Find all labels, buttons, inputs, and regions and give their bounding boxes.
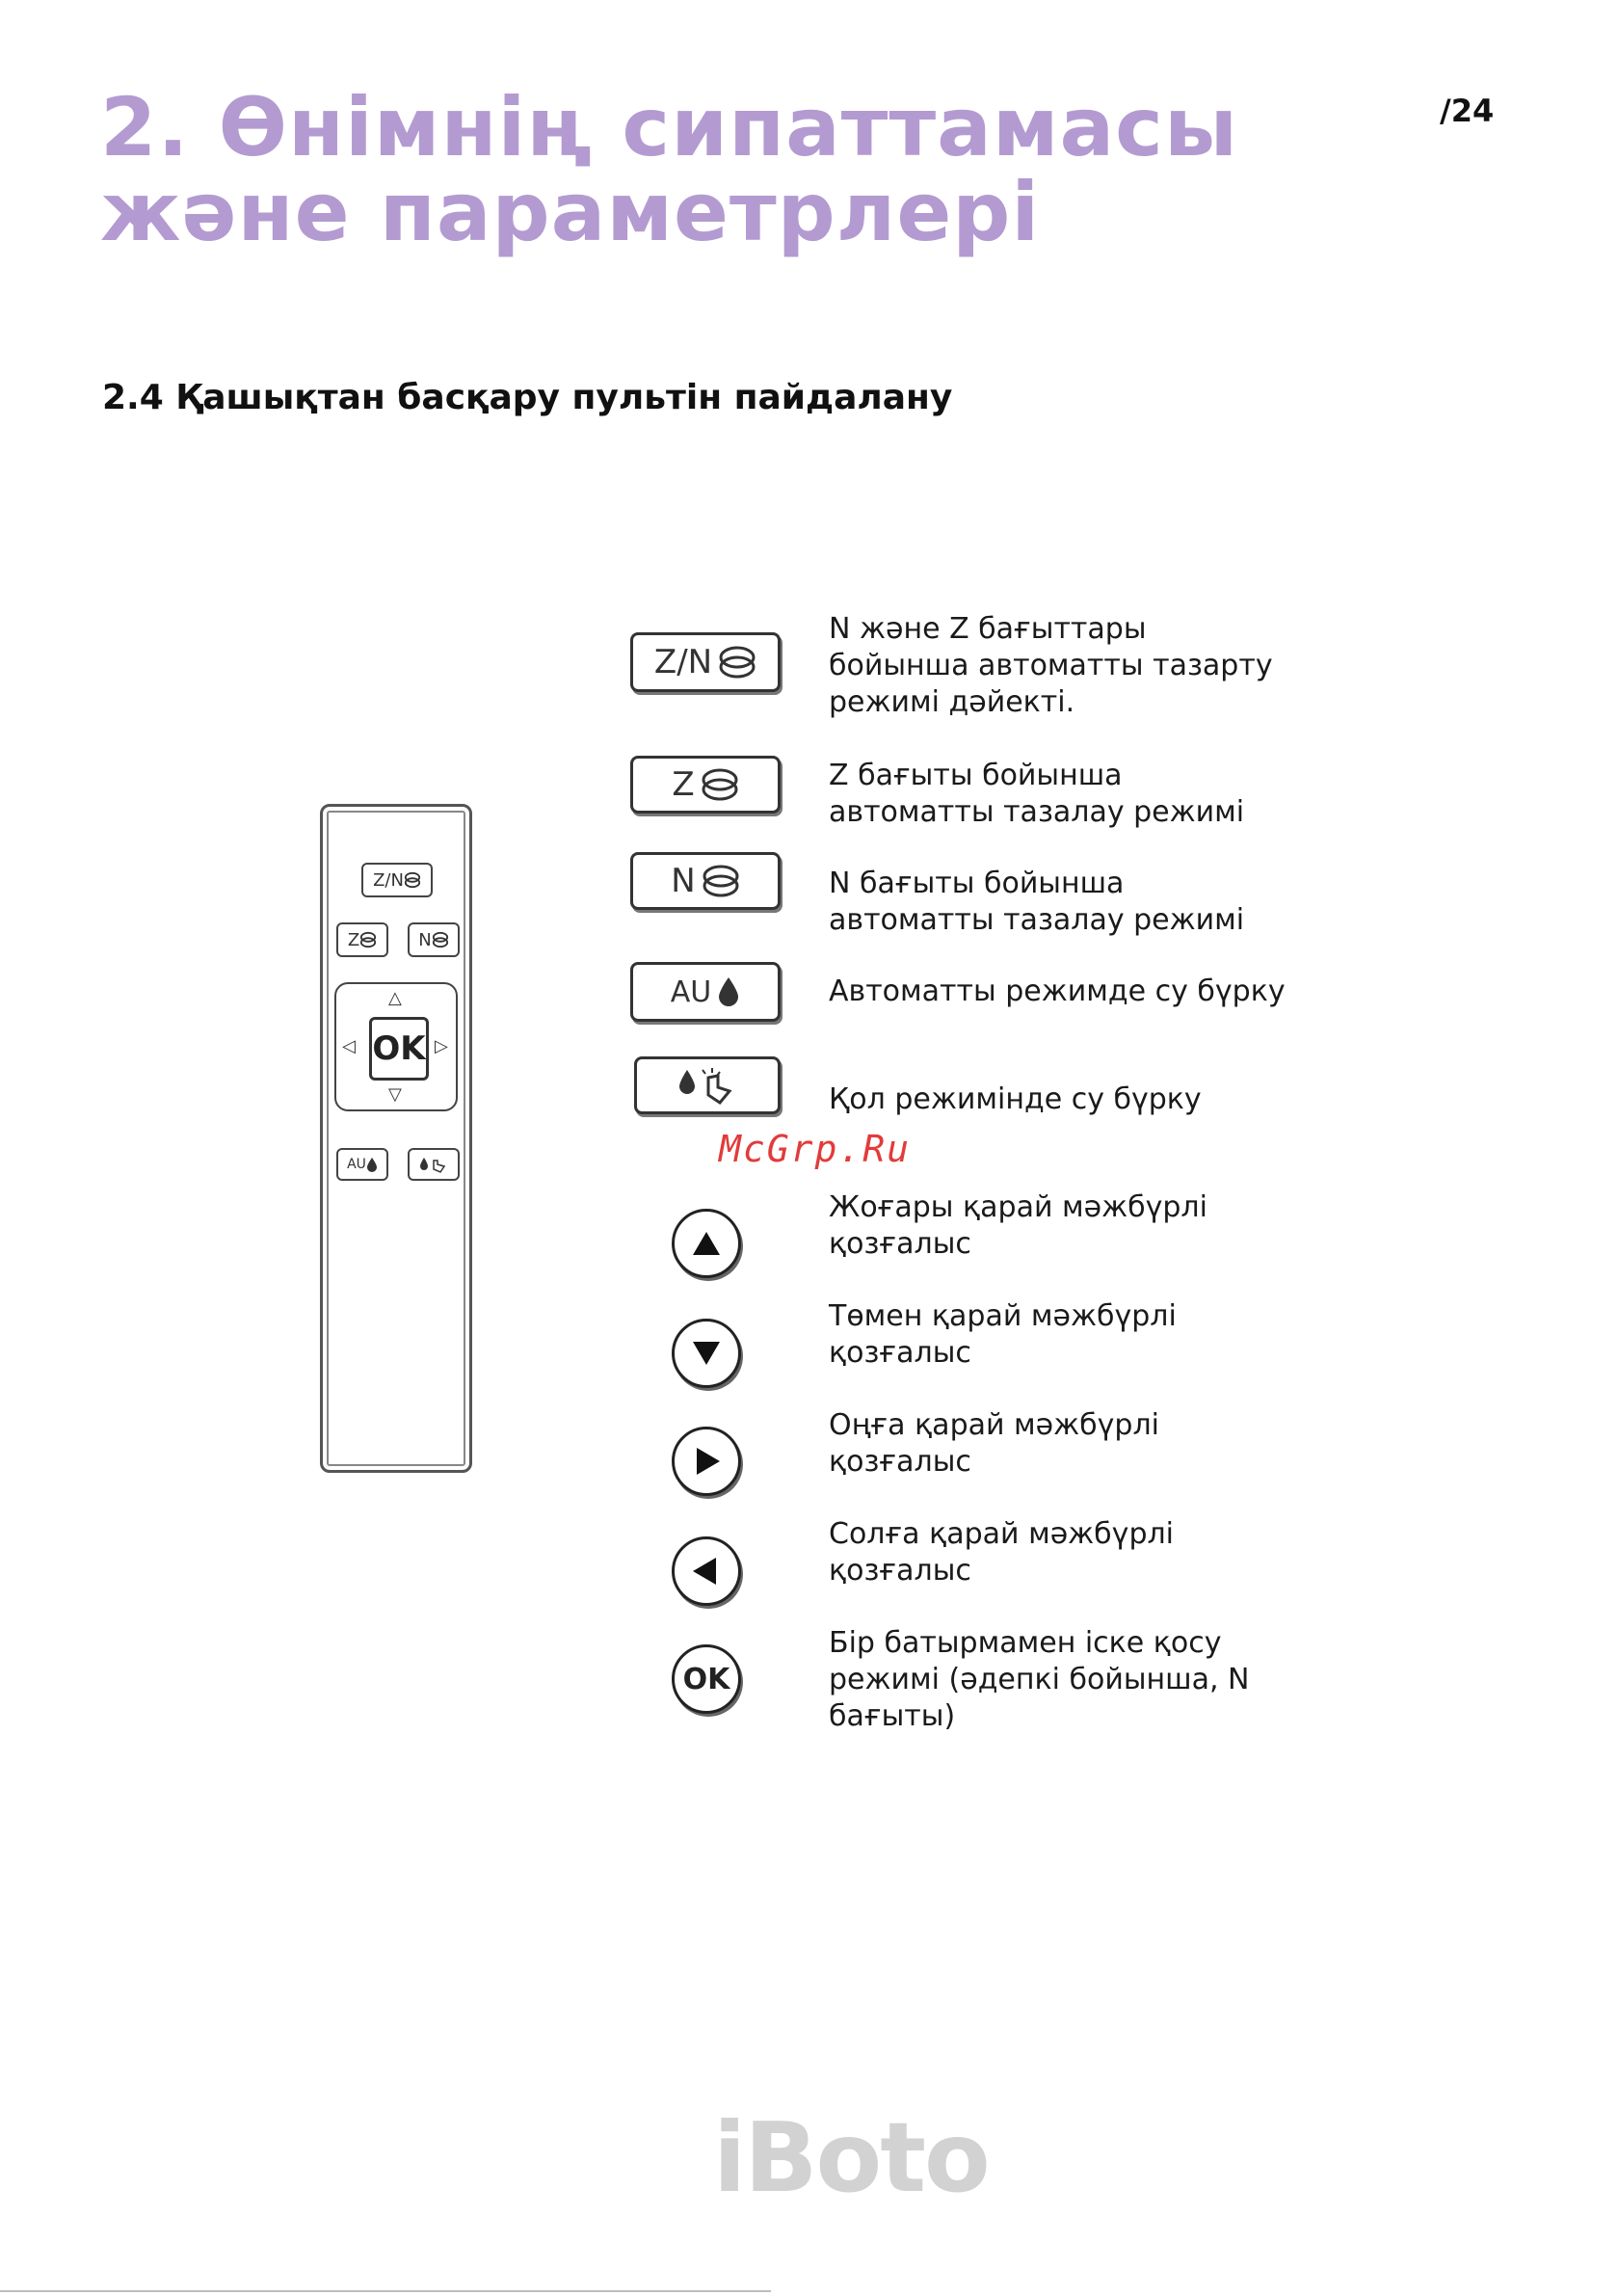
z-mode-button: [630, 756, 781, 814]
cleaning-pad-icon: [702, 862, 740, 900]
remote-au-label: AU: [347, 1157, 366, 1172]
legend-text-down: Төмен қарай мәжбүрлі қозғалыс: [829, 1299, 1177, 1370]
ok-label: OK: [682, 1662, 730, 1696]
n-mode-label: N: [671, 862, 696, 900]
hand-spray-icon: [419, 1155, 448, 1174]
remote-zn-button: [361, 863, 433, 897]
n-mode-button: [630, 852, 781, 910]
cleaning-pad-icon: [359, 931, 377, 948]
remote-right-arrow-icon: ▷: [435, 1036, 448, 1056]
cleaning-pad-icon: [404, 871, 421, 889]
auto-spray-label: AU: [670, 974, 712, 1009]
watermark: McGrp.Ru: [719, 1128, 912, 1170]
water-drop-icon: [366, 1157, 378, 1172]
legend-text-z: Z бағыты бойынша автоматты тазалау режимі: [829, 759, 1245, 829]
legend-text-left: Солға қарай мәжбүрлі қозғалыс: [829, 1517, 1174, 1588]
remote-n-button: [408, 922, 460, 957]
remote-up-arrow-icon: △: [388, 988, 402, 1008]
footer-divider: [0, 2290, 771, 2292]
remote-down-arrow-icon: ▽: [388, 1084, 402, 1105]
legend-text-right: Оңға қарай мәжбүрлі қозғалыс: [829, 1408, 1159, 1479]
remote-control-illustration: [320, 804, 472, 1473]
zn-mode-label: Z/N: [653, 643, 713, 681]
legend-text-n: N бағыты бойынша автоматты тазалау режимі: [829, 867, 1245, 937]
remote-ok-button: OK: [369, 1017, 429, 1081]
cleaning-pad-icon: [701, 765, 739, 804]
manual-spray-button: [634, 1056, 781, 1114]
z-mode-label: Z: [672, 765, 695, 804]
remote-dpad: [334, 982, 458, 1111]
down-arrow-icon: [672, 1319, 741, 1388]
zn-mode-button: [630, 632, 781, 692]
remote-n-label: N: [418, 929, 432, 950]
right-arrow-icon: [672, 1427, 741, 1496]
left-arrow-icon: [672, 1536, 741, 1606]
brand-logo: iBoto: [713, 2101, 989, 2214]
legend-text-up: Жоғары қарай мәжбүрлі қозғалыс: [829, 1190, 1207, 1261]
legend-text-ok: Бір батырмамен іске қосу режимі (әдепкі бойынша, N бағыты): [829, 1626, 1250, 1733]
ok-icon: [672, 1644, 741, 1714]
auto-spray-button: [630, 962, 781, 1022]
hand-spray-icon: [674, 1064, 741, 1107]
up-arrow-icon: [672, 1209, 741, 1278]
remote-left-arrow-icon: ◁: [342, 1036, 356, 1056]
remote-zn-label: Z/N: [373, 869, 404, 891]
remote-manual-spray-button: [408, 1148, 460, 1181]
remote-z-label: Z: [347, 929, 360, 950]
legend-text-zn: N және Z бағыттары бойынша автоматты тазарту режимі дәйекті.: [829, 612, 1273, 719]
section-title: 2.4 Қашықтан басқару пультін пайдалану: [102, 378, 953, 417]
legend-text-manual-spray: Қол режимінде су бүрку: [829, 1082, 1202, 1116]
remote-auto-spray-button: [336, 1148, 388, 1181]
legend-text-auto-spray: Автоматты режимде су бүрку: [829, 974, 1286, 1008]
water-drop-icon: [717, 975, 740, 1008]
page-number: /24: [1440, 93, 1495, 129]
page-title: 2. Өнімнің сипаттамасы және параметрлері: [100, 80, 1238, 259]
cleaning-pad-icon: [718, 643, 756, 681]
cleaning-pad-icon: [432, 931, 449, 948]
remote-z-button: [336, 922, 388, 957]
